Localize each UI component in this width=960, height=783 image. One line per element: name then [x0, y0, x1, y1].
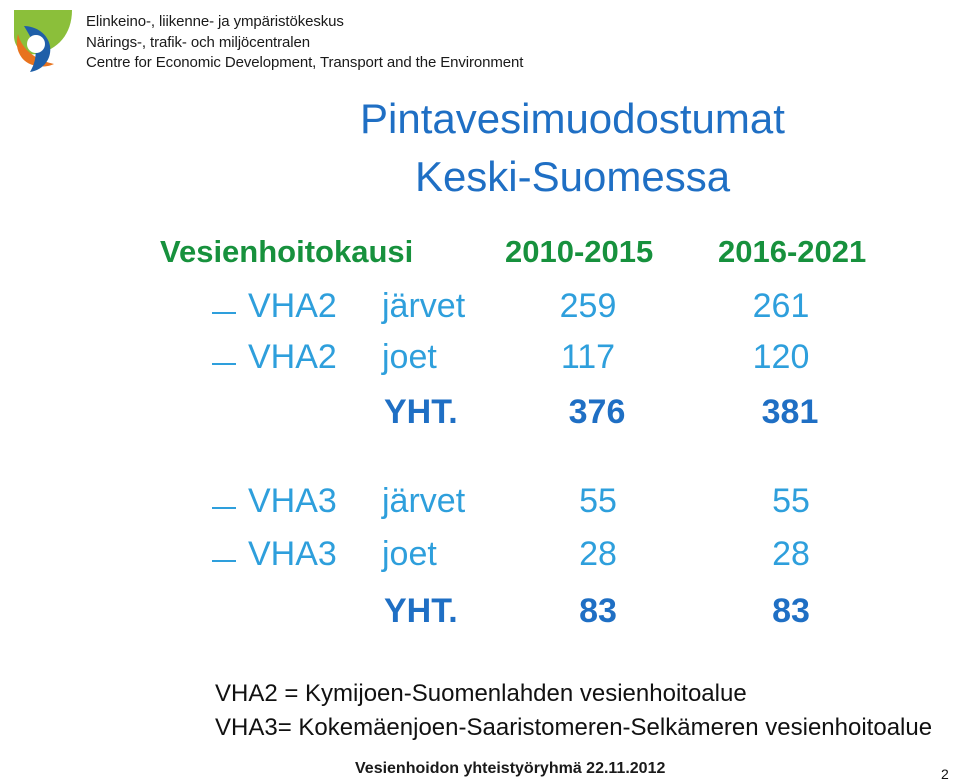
ely-centre-logo: [6, 4, 78, 76]
row-type: joet: [382, 338, 437, 376]
total-label: YHT.: [384, 393, 458, 431]
row-type: joet: [382, 535, 437, 573]
value-2010-2015: 28: [579, 535, 617, 573]
bullet-dash: [212, 363, 236, 365]
org-name-finnish: Elinkeino-, liikenne- ja ympäristökeskus: [86, 13, 344, 30]
value-2016-2021: 120: [752, 338, 810, 376]
bullet-dash: [212, 560, 236, 562]
note-vha2: VHA2 = Kymijoen-Suomenlahden vesienhoitoalue: [215, 680, 747, 707]
page-title-line-1: Pintavesimuodostumat: [360, 95, 785, 142]
total-label: YHT.: [384, 592, 458, 630]
total-2010-2015: 83: [579, 592, 617, 630]
page-title-line-2: Keski-Suomessa: [414, 153, 731, 200]
total-2010-2015: 376: [568, 393, 626, 431]
header-period: Vesienhoitokausi: [160, 234, 414, 269]
note-vha3: VHA3= Kokemäenjoen-Saaristomeren-Selkämeren vesienhoitoalue: [215, 714, 933, 741]
row-area: VHA3: [248, 482, 337, 520]
value-2010-2015: 55: [579, 482, 617, 520]
header-2016-2021: 2016-2021: [718, 234, 867, 269]
value-2010-2015: 259: [559, 287, 617, 325]
header-2010-2015: 2010-2015: [505, 234, 654, 269]
org-name-english: Centre for Economic Development, Transport and the Environment: [86, 54, 524, 71]
value-2016-2021: 28: [772, 535, 810, 573]
footer-text: Vesienhoidon yhteistyöryhmä 22.11.2012: [355, 760, 666, 777]
row-area: VHA3: [248, 535, 337, 573]
bullet-dash: [212, 312, 236, 314]
row-area: VHA2: [248, 287, 337, 325]
value-2016-2021: 261: [752, 287, 810, 325]
row-area: VHA2: [248, 338, 337, 376]
org-name-swedish: Närings-, trafik- och miljöcentralen: [86, 34, 310, 51]
page-number: 2: [941, 766, 949, 782]
total-2016-2021: 381: [761, 393, 819, 431]
row-type: järvet: [382, 482, 466, 520]
bullet-dash: [212, 507, 236, 509]
row-type: järvet: [382, 287, 466, 325]
value-2010-2015: 117: [560, 338, 616, 376]
value-2016-2021: 55: [772, 482, 810, 520]
total-2016-2021: 83: [772, 592, 810, 630]
